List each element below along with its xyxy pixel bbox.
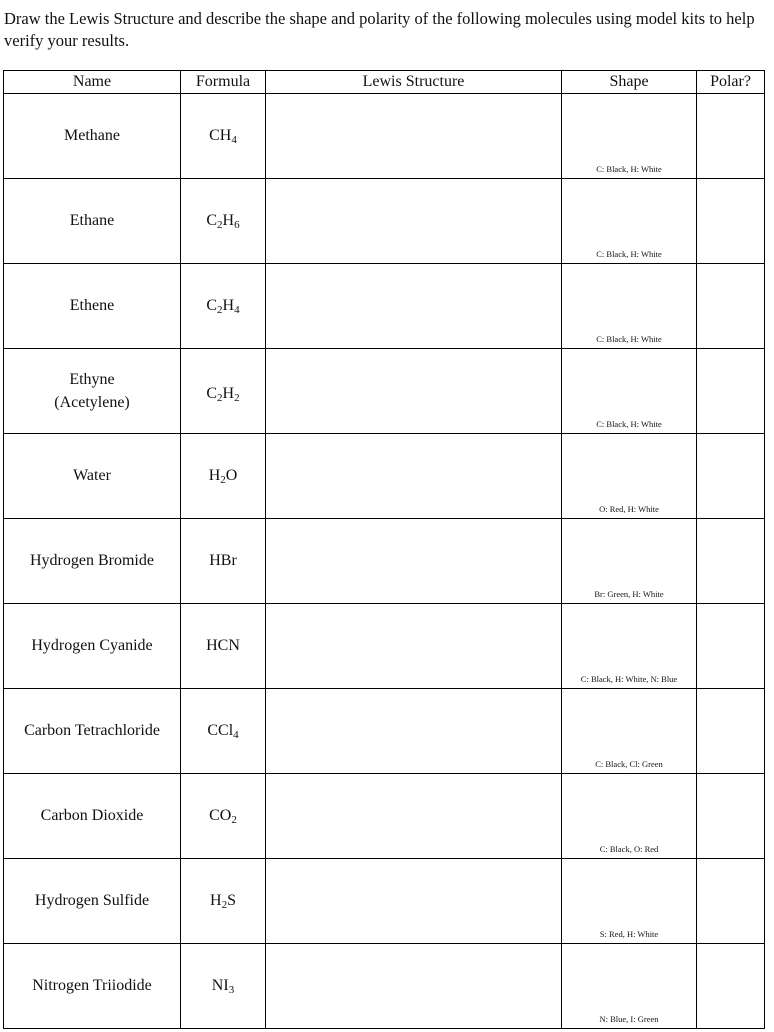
header-polar: Polar?	[697, 71, 765, 94]
formula-subscript: 2	[217, 304, 223, 316]
molecule-formula-cell	[181, 689, 266, 774]
molecule-formula	[181, 349, 265, 405]
formula-symbol: C	[206, 212, 218, 229]
model-kit-color-key: Br: Green, H: White	[594, 589, 664, 599]
molecule-name-cell	[4, 859, 181, 944]
molecule-formula-cell	[181, 94, 266, 179]
polar-answer-cell	[697, 94, 765, 179]
table-row	[4, 519, 765, 604]
formula-symbol: H	[222, 212, 235, 229]
formula-subscript: 6	[234, 219, 240, 231]
molecule-formula	[181, 519, 265, 572]
table-row	[4, 944, 765, 1029]
molecule-name: Hydrogen Sulfide	[34, 892, 150, 909]
table-row	[4, 94, 765, 179]
lewis-structure-answer-cell	[266, 944, 562, 1029]
molecule-worksheet-table	[3, 70, 765, 1029]
table-row	[4, 434, 765, 519]
molecule-formula	[181, 94, 265, 147]
shape-answer-cell	[562, 94, 697, 179]
molecule-name: Methane	[64, 127, 120, 144]
table-row	[4, 179, 765, 264]
molecule-formula-cell	[181, 859, 266, 944]
molecule-formula-cell	[181, 179, 266, 264]
polar-answer-cell	[697, 944, 765, 1029]
header-lewis-structure: Lewis Structure	[266, 71, 562, 94]
molecule-name-cell	[4, 179, 181, 264]
lewis-structure-answer-cell	[266, 519, 562, 604]
formula-symbol: S	[227, 892, 236, 909]
molecule-name-cell	[4, 264, 181, 349]
molecule-name-cell	[4, 434, 181, 519]
model-kit-color-key: C: Black, H: White	[596, 419, 662, 429]
model-kit-color-key: O: Red, H: White	[599, 504, 659, 514]
molecule-formula-cell	[181, 604, 266, 689]
shape-answer-cell	[562, 519, 697, 604]
shape-answer-cell	[562, 774, 697, 859]
shape-answer-cell	[562, 944, 697, 1029]
molecule-formula-cell	[181, 264, 266, 349]
polar-answer-cell	[697, 179, 765, 264]
molecule-name-cell	[4, 689, 181, 774]
formula-symbol: O	[225, 467, 238, 484]
table-row	[4, 349, 765, 434]
table-row	[4, 264, 765, 349]
molecule-name: Water	[73, 467, 111, 484]
shape-answer-cell	[562, 264, 697, 349]
lewis-structure-answer-cell	[266, 859, 562, 944]
polar-answer-cell	[697, 604, 765, 689]
formula-subscript: 2	[217, 219, 223, 231]
molecule-formula-cell	[181, 944, 266, 1029]
formula-subscript: 4	[234, 304, 240, 316]
molecule-formula	[181, 604, 265, 657]
molecule-formula	[181, 944, 265, 997]
formula-symbol: H	[208, 467, 221, 484]
formula-symbol: C	[206, 297, 218, 314]
model-kit-color-key: C: Black, H: White	[596, 334, 662, 344]
molecule-name-cell	[4, 604, 181, 689]
polar-answer-cell	[697, 774, 765, 859]
table-row	[4, 859, 765, 944]
polar-answer-cell	[697, 689, 765, 774]
molecule-alt-name: (Acetylene)	[54, 394, 130, 411]
molecule-formula-cell	[181, 349, 266, 434]
header-formula: Formula	[181, 71, 266, 94]
molecule-name: Hydrogen Bromide	[30, 552, 154, 569]
lewis-structure-answer-cell	[266, 94, 562, 179]
molecule-name-cell	[4, 349, 181, 434]
molecule-formula	[181, 774, 265, 827]
table-row	[4, 689, 765, 774]
formula-symbol: CH	[209, 127, 232, 144]
model-kit-color-key: C: Black, H: White, N: Blue	[580, 674, 678, 684]
header-name: Name	[4, 71, 181, 94]
shape-answer-cell	[562, 434, 697, 519]
molecule-name: Ethene	[69, 297, 115, 314]
molecule-formula	[181, 689, 265, 742]
lewis-structure-answer-cell	[266, 349, 562, 434]
formula-symbol: CO	[209, 807, 232, 824]
formula-symbol: HBr	[209, 552, 237, 569]
table-row	[4, 774, 765, 859]
lewis-structure-answer-cell	[266, 774, 562, 859]
molecule-name: Ethane	[69, 212, 115, 229]
molecule-name: Hydrogen Cyanide	[31, 637, 153, 654]
model-kit-color-key: N: Blue, I: Green	[599, 1014, 659, 1024]
shape-answer-cell	[562, 859, 697, 944]
formula-symbol: H	[222, 297, 235, 314]
formula-subscript: 2	[234, 392, 240, 404]
polar-answer-cell	[697, 349, 765, 434]
formula-subscript: 2	[220, 474, 226, 486]
header-row	[4, 71, 765, 94]
formula-symbol: H	[222, 385, 235, 402]
molecule-name-cell	[4, 519, 181, 604]
polar-answer-cell	[697, 519, 765, 604]
molecule-formula-cell	[181, 519, 266, 604]
lewis-structure-answer-cell	[266, 179, 562, 264]
lewis-structure-answer-cell	[266, 604, 562, 689]
lewis-structure-answer-cell	[266, 434, 562, 519]
formula-subscript: 2	[217, 392, 223, 404]
model-kit-color-key: C: Black, H: White	[596, 249, 662, 259]
molecule-name: Ethyne	[69, 371, 115, 388]
molecule-name-cell	[4, 774, 181, 859]
polar-answer-cell	[697, 264, 765, 349]
formula-symbol: HCN	[206, 637, 240, 654]
lewis-structure-answer-cell	[266, 689, 562, 774]
formula-symbol: H	[210, 892, 222, 909]
formula-subscript: 3	[228, 984, 235, 996]
model-kit-color-key: C: Black, Cl: Green	[595, 759, 663, 769]
formula-subscript: 2	[231, 814, 237, 826]
shape-answer-cell	[562, 179, 697, 264]
molecule-name-cell	[4, 944, 181, 1029]
formula-symbol: CCl	[207, 722, 234, 739]
header-shape: Shape	[562, 71, 697, 94]
model-kit-color-key: C: Black, H: White	[596, 164, 662, 174]
molecule-formula	[181, 264, 265, 317]
formula-subscript: 2	[221, 899, 228, 911]
molecule-formula-cell	[181, 434, 266, 519]
lewis-structure-answer-cell	[266, 264, 562, 349]
shape-answer-cell	[562, 349, 697, 434]
molecule-name: Nitrogen Triiodide	[32, 977, 152, 994]
molecule-name: Carbon Tetrachloride	[24, 722, 160, 739]
table-row	[4, 604, 765, 689]
molecule-name-cell	[4, 94, 181, 179]
shape-answer-cell	[562, 689, 697, 774]
molecule-formula-cell	[181, 774, 266, 859]
formula-subscript: 4	[233, 729, 239, 741]
formula-subscript: 4	[231, 134, 237, 146]
polar-answer-cell	[697, 859, 765, 944]
formula-symbol: NI	[211, 977, 229, 994]
formula-symbol: C	[206, 385, 218, 402]
molecule-name: Carbon Dioxide	[40, 807, 144, 824]
shape-answer-cell	[562, 604, 697, 689]
polar-answer-cell	[697, 434, 765, 519]
molecule-formula	[181, 434, 265, 487]
molecule-formula	[181, 859, 265, 912]
model-kit-color-key: C: Black, O: Red	[599, 844, 659, 854]
instructions-text: Draw the Lewis Structure and describe the shape and polarity of the following molecules using model kits to help verify your results.	[4, 9, 755, 50]
molecule-formula	[181, 179, 265, 232]
model-kit-color-key: S: Red, H: White	[599, 929, 659, 939]
